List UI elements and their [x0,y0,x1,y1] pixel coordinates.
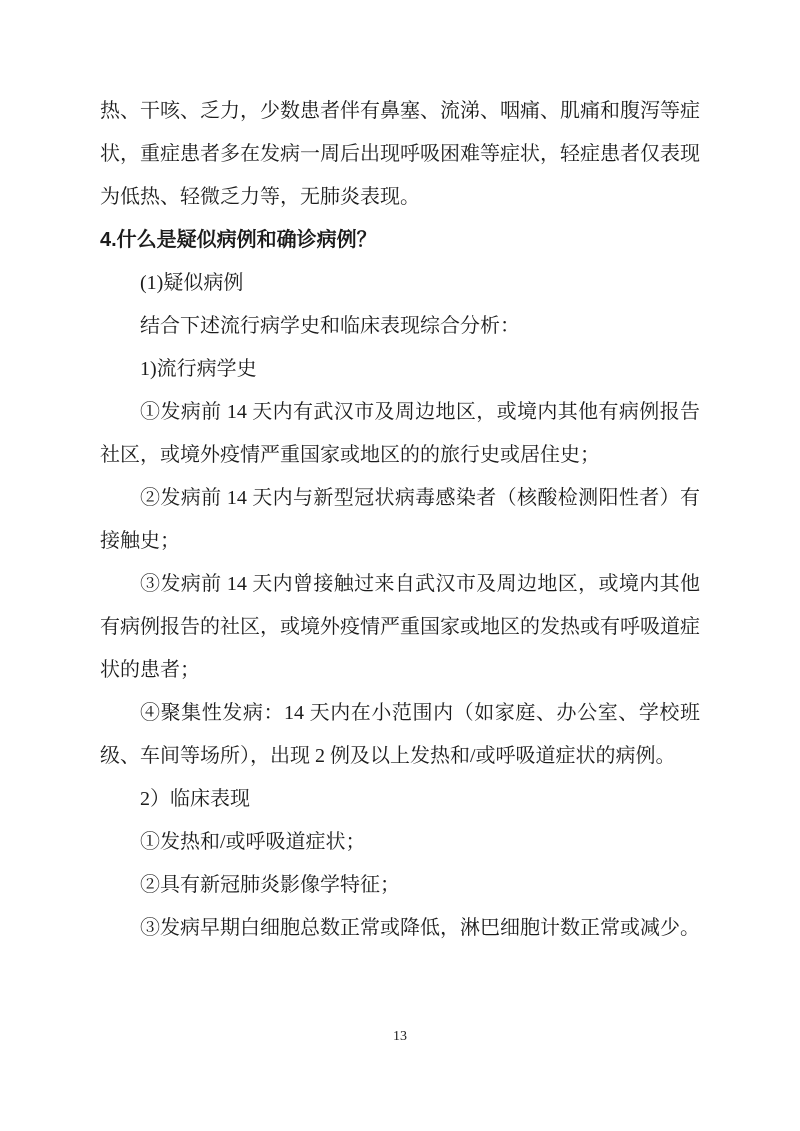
epidemiology-item-4: ④聚集性发病：14 天内在小范围内（如家庭、办公室、学校班级、车间等场所），出现 2 例及以上发热和/或呼吸道症状的病例。 [100,702,700,767]
section-heading: 4.什么是疑似病例和确诊病例？ [100,229,377,251]
clinical-manifestation-title: 2）临床表现 [140,788,250,810]
epidemiology-item-3: ③发病前 14 天内曾接触过来自武汉市及周边地区，或境内其他有病例报告的社区，或境外疫情严重国家或地区的发热或有呼吸道症状的患者； [100,573,700,681]
intro-paragraph: 热、干咳、乏力，少数患者伴有鼻塞、流涕、咽痛、肌痛和腹泻等症状，重症患者多在发病一周后出现呼吸困难等症状，轻症患者仅表现为低热、轻微乏力等，无肺炎表现。 [100,100,700,208]
clinical-item-1: ①发热和/或呼吸道症状； [140,831,366,853]
clinical-item-3: ③发病早期白细胞总数正常或降低，淋巴细胞计数正常或减少。 [140,917,700,939]
page-number: 13 [393,1029,407,1044]
document-body [100,90,700,950]
suspected-case-title: (1)疑似病例 [140,272,244,294]
epidemiology-history-title: 1)流行病学史 [140,358,257,380]
epidemiology-item-2: ②发病前 14 天内与新型冠状病毒感染者（核酸检测阳性者）有接触史； [100,487,700,552]
clinical-item-2: ②具有新冠肺炎影像学特征； [140,874,400,896]
suspected-case-lead: 结合下述流行病学史和临床表现综合分析： [140,315,520,337]
epidemiology-item-1: ①发病前 14 天内有武汉市及周边地区，或境内其他有病例报告社区，或境外疫情严重国家或地区的的旅行史或居住史； [100,401,700,466]
